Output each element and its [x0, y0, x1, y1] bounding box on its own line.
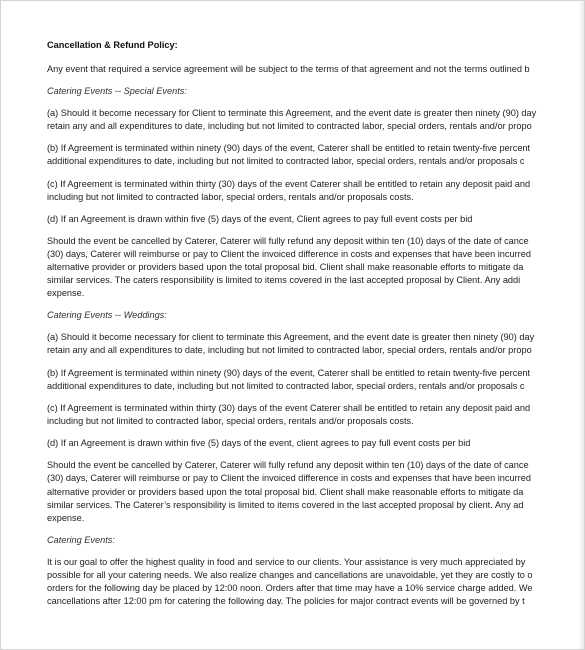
- weddings-cancel-line-4: similar services. The Caterer’s responsibility is limited to items covered in the last accepted proposal by client. Any ad: [47, 500, 524, 510]
- special-events-heading: Catering Events -- Special Events:: [47, 86, 187, 96]
- special-cancel-line-5: expense.: [47, 288, 85, 298]
- weddings-cancel-line-5: expense.: [47, 513, 85, 523]
- weddings-c-line-1: (c) If Agreement is terminated within thirty (30) days of the event Caterer shall be entitled to retain any deposit paid and: [47, 403, 531, 413]
- weddings-cancel-line-2: (30) days, Caterer will reimburse or pay to Client the invoiced difference in costs and expenses that have been incurred: [47, 473, 531, 483]
- weddings-a-line-2: retain any and all expenditures to date, including but not limited to contracted labor, special orders, rentals and/or propo: [47, 345, 532, 355]
- catering-body-line-4: cancellations after 12:00 pm for catering the following day. The policies for major contract events will be governed by t: [47, 596, 525, 606]
- catering-body-line-1: It is our goal to offer the highest quality in food and service to our clients. Your assistance is very much appreciated by: [47, 557, 526, 567]
- weddings-d-line-1: (d) If an Agreement is drawn within five (5) days of the event, client agrees to pay full event costs per bid: [47, 438, 471, 448]
- special-c-line-2: including but not limited to contracted labor, special orders, rentals and/or proposals costs.: [47, 192, 414, 202]
- policy-title: Cancellation & Refund Policy:: [47, 40, 178, 50]
- weddings-heading: Catering Events -- Weddings:: [47, 310, 167, 320]
- special-d-line-1: (d) If an Agreement is drawn within five (5) days of the event, Client agrees to pay full event costs per bid: [47, 214, 473, 224]
- special-a-line-2: retain any and all expenditures to date, including but not limited to contracted labor, special orders, rentals and/or propo: [47, 121, 532, 131]
- special-b-line-1: (b) If Agreement is terminated within ninety (90) days of the event, Caterer shall be entitled to retain twenty-five percent: [47, 143, 531, 153]
- weddings-c-line-2: including but not limited to contracted labor, special orders, rentals and/or proposals costs.: [47, 416, 414, 426]
- weddings-cancel-line-3: alternative provider or providers based upon the total proposal bid. Client shall make reasonable efforts to mitigate da: [47, 487, 524, 497]
- special-c-line-1: (c) If Agreement is terminated within thirty (30) days of the event Caterer shall be entitled to retain any deposit paid and: [47, 179, 531, 189]
- catering-body-line-3: orders for the following day be placed by 12:00 noon. Orders after that time may have a 10% service charge added. We: [47, 583, 533, 593]
- catering-events-heading: Catering Events:: [47, 535, 115, 545]
- weddings-a-line-1: (a) Should it become necessary for client to terminate this Agreement, and the event date is greater then ninety (90) day: [47, 332, 535, 342]
- weddings-cancel-line-1: Should the event be cancelled by Caterer, Caterer will fully refund any deposit within ten (10) days of the date of cance: [47, 460, 529, 470]
- special-cancel-line-3: alternative provider or providers based upon the total proposal bid. Client shall make reasonable efforts to mitigate da: [47, 262, 524, 272]
- weddings-b-line-1: (b) If Agreement is terminated within ninety (90) days of the event, Caterer shall be entitled to retain twenty-five percent: [47, 368, 531, 378]
- special-cancel-line-4: similar services. The caters responsibility is limited to items covered in the last accepted proposal by Client. Any addi: [47, 275, 521, 285]
- weddings-b-line-2: additional expenditures to date, including but not limited to contracted labor, special orders, rentals and/or proposals c: [47, 381, 525, 391]
- intro-paragraph: Any event that required a service agreement will be subject to the terms of that agreement and not the terms outlined b: [47, 64, 530, 74]
- special-a-line-1: (a) Should it become necessary for Client to terminate this Agreement, and the event date is greater then ninety (90) day: [47, 108, 537, 118]
- page-edge-shadow: [578, 1, 584, 650]
- special-cancel-line-1: Should the event be cancelled by Caterer, Caterer will fully refund any deposit within ten (10) days of the date of cance: [47, 236, 529, 246]
- special-b-line-2: additional expenditures to date, including but not limited to contracted labor, special orders, rentals and/or proposals c: [47, 156, 525, 166]
- catering-body-line-2: possible for all your catering needs. We also realize changes and cancellations are unavoidable, yet they are costly to o: [47, 570, 533, 580]
- special-cancel-line-2: (30) days, Caterer will reimburse or pay to Client the invoiced difference in costs and expenses that have been incurred: [47, 249, 531, 259]
